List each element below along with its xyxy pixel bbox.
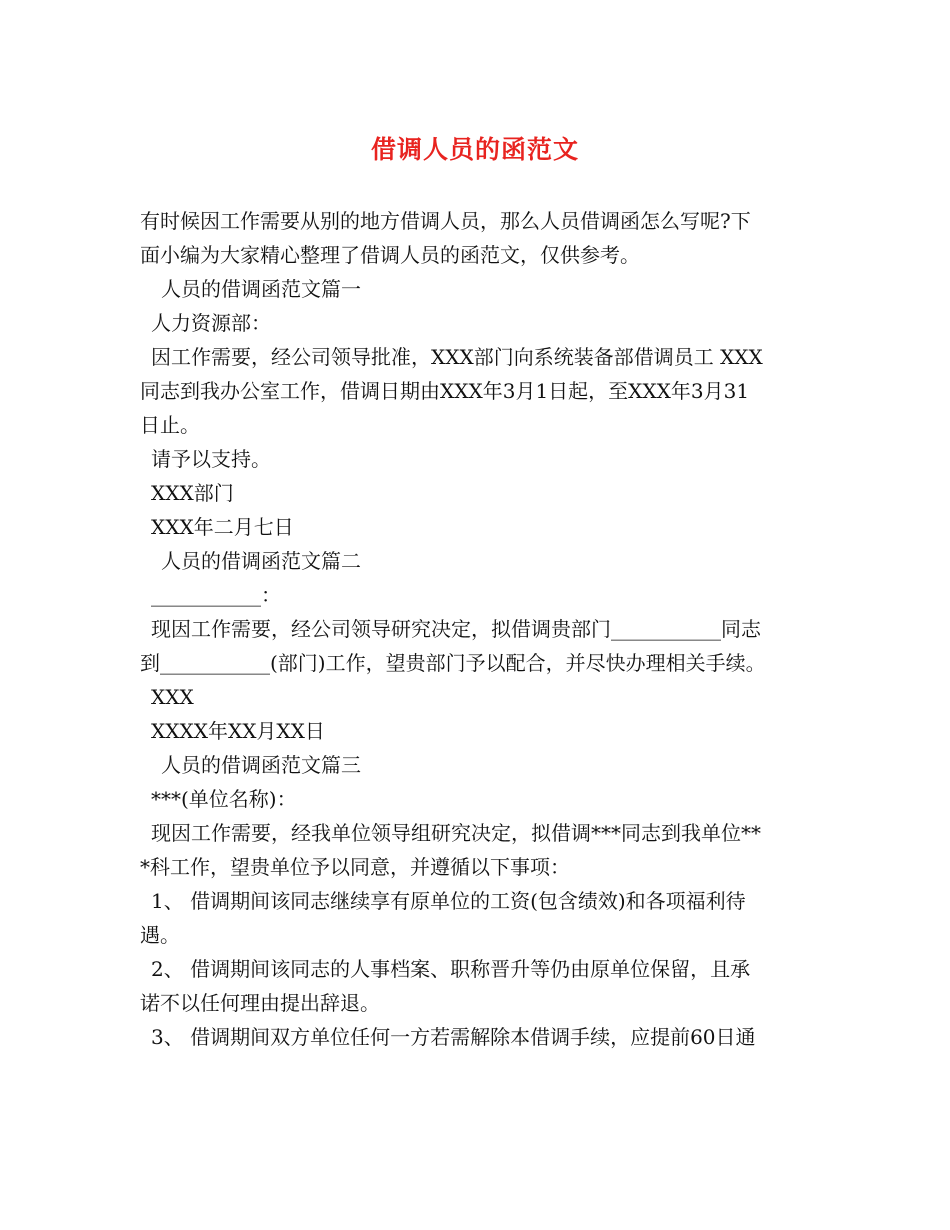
document-title: 借调人员的函范文 [370,135,579,164]
paragraph-line: 现因工作需要，经公司领导研究决定，拟借调贵部门___________同志 [151,617,761,641]
paragraph-line: 遇。 [140,923,180,947]
paragraph-line: 请予以支持。 [151,447,271,471]
paragraph-line: *科工作，望贵单位予以同意，并遵循以下事项： [140,855,570,879]
paragraph-line: 同志到我办公室工作，借调日期由XXX年3月1日起，至XXX年3月31 [140,379,750,403]
paragraph-line: 人员的借调函范文篇二 [161,549,361,573]
paragraph-line: 人员的借调函范文篇一 [161,277,361,301]
paragraph-line: 到___________(部门)工作，望贵部门予以配合，并尽快办理相关手续。 [140,651,766,675]
paragraph-line: 人员的借调函范文篇三 [161,753,361,777]
paragraph-line: 1、 借调期间该同志继续享有原单位的工资(包含绩效)和各项福利待 [151,889,746,913]
paragraph-line: 诺不以任何理由提出辞退。 [140,991,380,1015]
paragraph-line: 人力资源部： [151,311,271,335]
paragraph-line: 2、 借调期间该同志的人事档案、职称晋升等仍由原单位保留，且承 [151,957,751,981]
paragraph-line: 日止。 [140,413,200,437]
paragraph-line: 面小编为大家精心整理了借调人员的函范文，仅供参考。 [140,243,640,267]
document-body [140,204,812,1054]
paragraph-line: 有时候因工作需要从别的地方借调人员，那么人员借调函怎么写呢?下 [140,209,751,233]
paragraph-line: XXX年二月七日 [151,515,294,539]
paragraph-line: XXX部门 [151,481,234,505]
paragraph-line: 现因工作需要，经我单位领导组研究决定，拟借调***同志到我单位** [151,821,761,845]
paragraph-line: ___________： [151,583,281,607]
paragraph-line: 因工作需要，经公司领导批准，XXX部门向系统装备部借调员工 XXX [151,345,763,369]
paragraph-line: XXX [151,685,194,709]
paragraph-line: XXXX年XX月XX日 [151,719,325,743]
paragraph-line: 3、 借调期间双方单位任何一方若需解除本借调手续，应提前60日通 [151,1025,756,1049]
paragraph-line: ***(单位名称)： [151,787,297,811]
